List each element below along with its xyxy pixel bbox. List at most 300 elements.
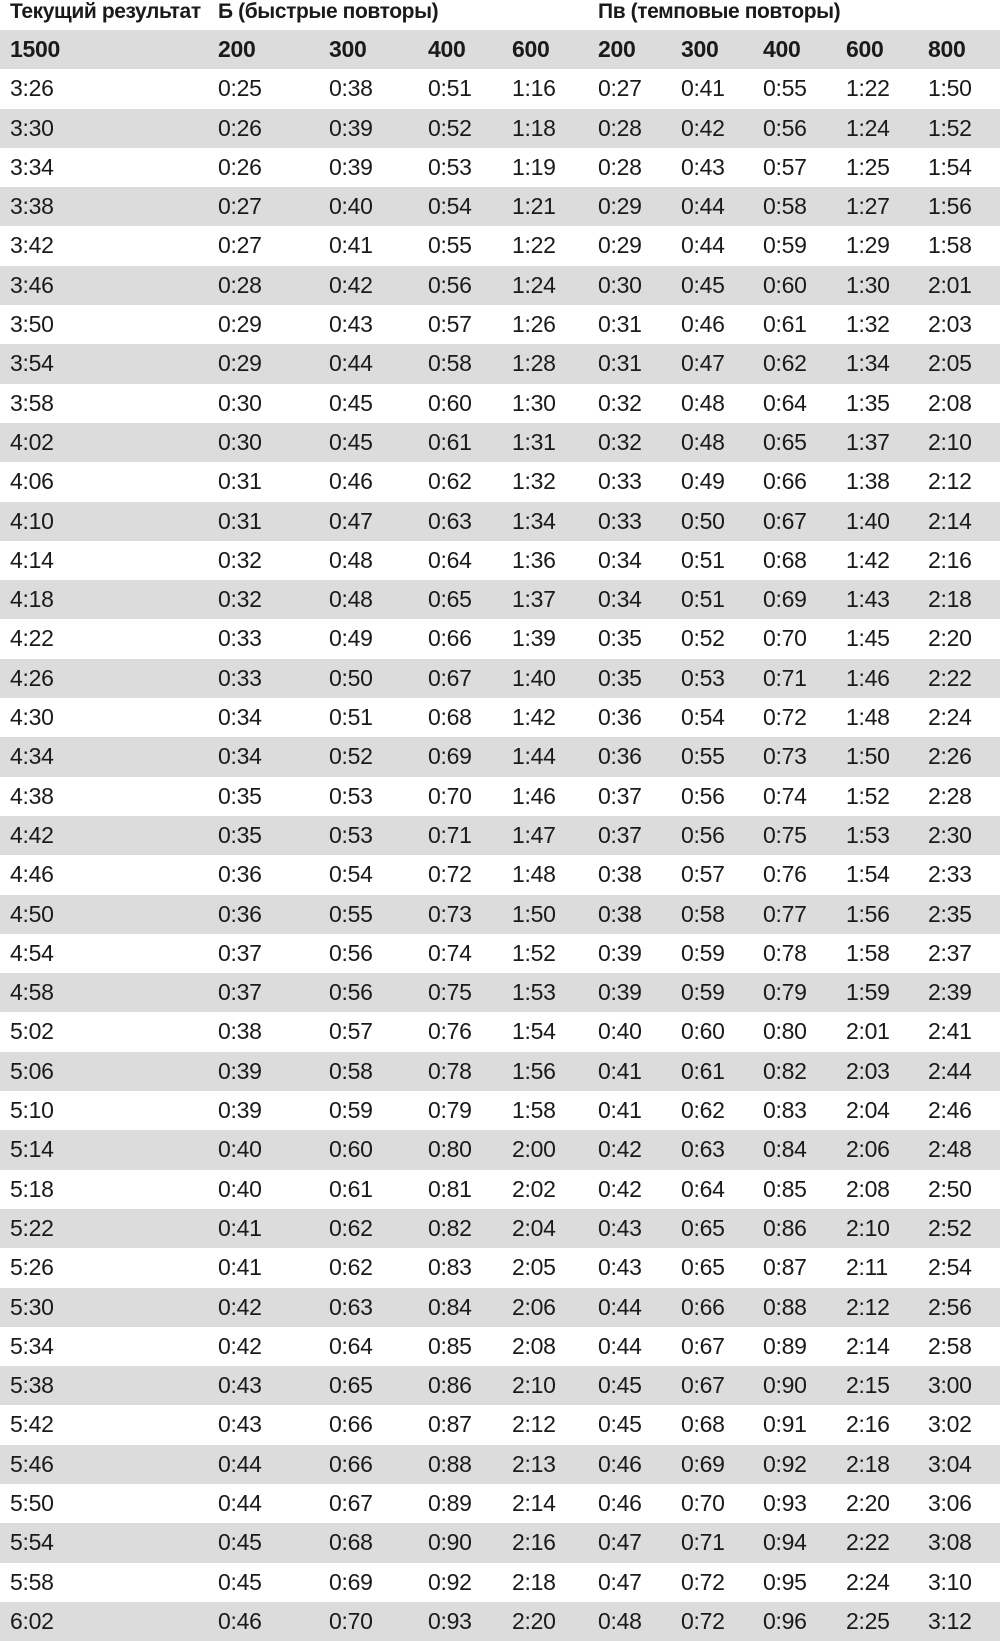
table-cell: 0:29 [598,193,642,220]
table-cell: 0:54 [329,861,373,888]
table-row [0,1366,1000,1405]
table-cell: 6:02 [10,1607,54,1634]
table-cell: 0:84 [428,1293,472,1320]
table-cell: 0:55 [763,75,807,102]
table-cell: 0:51 [428,75,472,102]
group-header-row [0,0,1000,30]
table-row [0,305,1000,344]
table-cell: 1:46 [512,782,556,809]
table-cell: 1:52 [846,782,890,809]
table-row [0,1445,1000,1484]
table-cell: 0:43 [598,1254,642,1281]
table-cell: 0:48 [681,389,725,416]
column-header: 1500 [10,36,60,62]
table-cell: 0:45 [329,389,373,416]
table-cell: 0:62 [329,1214,373,1241]
table-cell: 0:58 [763,193,807,220]
table-cell: 2:16 [928,546,972,573]
table-cell: 0:51 [681,546,725,573]
table-cell: 0:56 [329,939,373,966]
table-cell: 3:34 [10,153,54,180]
table-cell: 0:67 [329,1489,373,1516]
table-cell: 0:89 [763,1332,807,1359]
table-cell: 2:01 [846,1018,890,1045]
table-cell: 0:41 [329,232,373,259]
table-cell: 0:56 [681,782,725,809]
table-cell: 2:52 [928,1214,972,1241]
table-cell: 0:30 [218,389,262,416]
table-cell: 0:41 [681,75,725,102]
table-cell: 0:76 [428,1018,472,1045]
table-row [0,619,1000,658]
table-cell: 1:16 [512,75,556,102]
table-row [0,659,1000,698]
table-cell: 0:32 [598,428,642,455]
table-row [0,69,1000,108]
table-cell: 2:14 [846,1332,890,1359]
table-cell: 1:46 [846,664,890,691]
table-cell: 0:43 [329,311,373,338]
table-cell: 0:68 [329,1529,373,1556]
table-cell: 0:45 [681,271,725,298]
table-cell: 3:54 [10,350,54,377]
table-cell: 0:38 [598,900,642,927]
table-cell: 1:42 [846,546,890,573]
table-cell: 0:62 [329,1254,373,1281]
table-cell: 0:48 [329,546,373,573]
table-cell: 0:79 [763,979,807,1006]
table-cell: 0:69 [763,586,807,613]
table-cell: 0:60 [329,1136,373,1163]
table-cell: 5:42 [10,1411,54,1438]
table-cell: 0:29 [218,350,262,377]
table-cell: 0:48 [681,428,725,455]
table-cell: 0:38 [598,861,642,888]
table-cell: 3:10 [928,1568,972,1595]
table-cell: 3:00 [928,1372,972,1399]
table-cell: 0:58 [681,900,725,927]
table-cell: 0:33 [598,468,642,495]
table-cell: 2:12 [846,1293,890,1320]
table-cell: 0:44 [681,232,725,259]
table-cell: 4:10 [10,507,54,534]
table-cell: 0:81 [428,1175,472,1202]
table-cell: 0:68 [681,1411,725,1438]
table-cell: 0:28 [598,114,642,141]
table-cell: 1:58 [928,232,972,259]
table-cell: 2:04 [846,1097,890,1124]
table-cell: 0:67 [763,507,807,534]
table-cell: 0:33 [218,625,262,652]
table-cell: 2:24 [846,1568,890,1595]
table-cell: 4:22 [10,625,54,652]
table-cell: 5:22 [10,1214,54,1241]
table-cell: 0:31 [598,311,642,338]
table-cell: 4:14 [10,546,54,573]
table-cell: 0:59 [681,939,725,966]
table-cell: 1:28 [512,350,556,377]
table-cell: 0:34 [218,704,262,731]
table-cell: 0:83 [763,1097,807,1124]
table-cell: 1:34 [846,350,890,377]
table-cell: 2:44 [928,1057,972,1084]
table-cell: 0:65 [763,428,807,455]
table-cell: 0:56 [763,114,807,141]
table-cell: 0:70 [428,782,472,809]
table-cell: 0:53 [329,782,373,809]
table-cell: 2:41 [928,1018,972,1045]
table-cell: 0:62 [428,468,472,495]
table-cell: 0:40 [598,1018,642,1045]
table-row [0,1288,1000,1327]
table-cell: 1:29 [846,232,890,259]
table-cell: 0:49 [681,468,725,495]
table-cell: 0:39 [329,153,373,180]
table-cell: 0:87 [428,1411,472,1438]
table-cell: 2:39 [928,979,972,1006]
table-cell: 0:72 [428,861,472,888]
table-cell: 5:26 [10,1254,54,1281]
table-cell: 0:37 [218,939,262,966]
table-cell: 5:06 [10,1057,54,1084]
table-cell: 4:02 [10,428,54,455]
table-cell: 0:39 [598,939,642,966]
table-cell: 0:92 [428,1568,472,1595]
table-cell: 0:44 [598,1332,642,1359]
table-row [0,502,1000,541]
table-cell: 0:71 [428,821,472,848]
table-cell: 0:54 [428,193,472,220]
table-cell: 0:63 [428,507,472,534]
table-cell: 0:70 [329,1607,373,1634]
table-cell: 0:26 [218,153,262,180]
table-cell: 2:12 [512,1411,556,1438]
table-cell: 0:89 [428,1489,472,1516]
table-cell: 0:54 [681,704,725,731]
table-cell: 0:69 [329,1568,373,1595]
table-cell: 1:48 [846,704,890,731]
table-cell: 0:90 [428,1529,472,1556]
table-cell: 0:55 [428,232,472,259]
table-cell: 0:43 [218,1411,262,1438]
table-cell: 4:46 [10,861,54,888]
table-cell: 0:65 [681,1254,725,1281]
table-cell: 4:42 [10,821,54,848]
table-cell: 0:44 [598,1293,642,1320]
group-current-result: Текущий результат [10,0,201,23]
table-cell: 0:45 [329,428,373,455]
table-cell: 2:18 [928,586,972,613]
table-cell: 0:52 [428,114,472,141]
table-cell: 4:06 [10,468,54,495]
table-cell: 0:28 [218,271,262,298]
table-cell: 2:20 [846,1489,890,1516]
table-cell: 0:74 [763,782,807,809]
table-cell: 0:32 [218,586,262,613]
table-cell: 0:83 [428,1254,472,1281]
table-cell: 0:44 [681,193,725,220]
table-cell: 0:88 [763,1293,807,1320]
table-cell: 0:47 [598,1529,642,1556]
table-cell: 2:13 [512,1450,556,1477]
table-cell: 1:30 [846,271,890,298]
table-cell: 0:70 [681,1489,725,1516]
table-cell: 2:30 [928,821,972,848]
table-cell: 0:60 [681,1018,725,1045]
table-cell: 1:19 [512,153,556,180]
table-cell: 2:03 [928,311,972,338]
table-cell: 2:05 [512,1254,556,1281]
table-cell: 4:58 [10,979,54,1006]
table-cell: 0:68 [428,704,472,731]
table-cell: 0:45 [218,1529,262,1556]
table-cell: 4:18 [10,586,54,613]
table-cell: 0:65 [428,586,472,613]
column-header: 300 [681,36,719,62]
table-cell: 2:25 [846,1607,890,1634]
table-cell: 0:39 [598,979,642,1006]
table-row [0,934,1000,973]
table-cell: 2:08 [846,1175,890,1202]
table-cell: 2:46 [928,1097,972,1124]
table-cell: 0:94 [763,1529,807,1556]
table-cell: 0:87 [763,1254,807,1281]
table-cell: 0:42 [218,1332,262,1359]
table-cell: 4:38 [10,782,54,809]
table-cell: 0:36 [598,704,642,731]
table-row [0,1091,1000,1130]
table-cell: 0:27 [218,193,262,220]
table-cell: 0:61 [763,311,807,338]
table-cell: 0:45 [218,1568,262,1595]
table-cell: 0:47 [329,507,373,534]
table-cell: 1:54 [512,1018,556,1045]
table-cell: 0:85 [763,1175,807,1202]
table-cell: 0:52 [329,743,373,770]
table-cell: 2:00 [512,1136,556,1163]
table-cell: 1:24 [846,114,890,141]
table-cell: 0:34 [218,743,262,770]
table-cell: 0:50 [681,507,725,534]
table-cell: 1:48 [512,861,556,888]
table-cell: 0:67 [681,1332,725,1359]
table-cell: 1:50 [928,75,972,102]
table-row [0,777,1000,816]
table-cell: 0:46 [598,1450,642,1477]
table-cell: 1:50 [512,900,556,927]
table-row [0,187,1000,226]
table-cell: 3:06 [928,1489,972,1516]
table-cell: 1:24 [512,271,556,298]
table-cell: 2:14 [512,1489,556,1516]
table-cell: 2:18 [846,1450,890,1477]
table-body [0,30,1000,1641]
table-cell: 0:42 [598,1136,642,1163]
table-row [0,1484,1000,1523]
table-cell: 0:59 [681,979,725,1006]
table-cell: 1:35 [846,389,890,416]
table-cell: 0:31 [218,468,262,495]
table-cell: 0:34 [598,586,642,613]
table-cell: 0:72 [681,1568,725,1595]
table-cell: 1:44 [512,743,556,770]
table-cell: 0:39 [329,114,373,141]
table-cell: 0:61 [681,1057,725,1084]
table-cell: 0:70 [763,625,807,652]
table-row [0,541,1000,580]
table-cell: 0:45 [598,1372,642,1399]
table-cell: 1:31 [512,428,556,455]
table-cell: 3:42 [10,232,54,259]
table-cell: 4:50 [10,900,54,927]
table-cell: 0:57 [329,1018,373,1045]
table-cell: 0:53 [681,664,725,691]
table-cell: 2:10 [928,428,972,455]
table-cell: 0:35 [218,821,262,848]
table-cell: 0:85 [428,1332,472,1359]
table-cell: 0:41 [218,1254,262,1281]
table-cell: 1:56 [512,1057,556,1084]
table-cell: 0:60 [763,271,807,298]
table-row [0,895,1000,934]
table-row [0,1523,1000,1562]
table-cell: 2:28 [928,782,972,809]
table-cell: 0:34 [598,546,642,573]
table-cell: 0:51 [681,586,725,613]
table-cell: 1:52 [928,114,972,141]
table-cell: 2:18 [512,1568,556,1595]
table-cell: 0:65 [329,1372,373,1399]
table-cell: 0:62 [681,1097,725,1124]
table-cell: 5:46 [10,1450,54,1477]
table-cell: 0:31 [218,507,262,534]
table-cell: 0:75 [763,821,807,848]
table-cell: 3:02 [928,1411,972,1438]
table-cell: 0:53 [329,821,373,848]
table-cell: 0:46 [329,468,373,495]
table-row [0,1563,1000,1602]
table-cell: 0:44 [218,1489,262,1516]
table-cell: 0:95 [763,1568,807,1595]
table-cell: 0:64 [763,389,807,416]
table-cell: 2:05 [928,350,972,377]
table-cell: 1:52 [512,939,556,966]
table-row [0,855,1000,894]
table-cell: 2:54 [928,1254,972,1281]
table-cell: 1:47 [512,821,556,848]
table-cell: 1:40 [846,507,890,534]
table-row [0,344,1000,383]
table-cell: 0:29 [598,232,642,259]
table-cell: 0:82 [763,1057,807,1084]
table-cell: 3:26 [10,75,54,102]
table-cell: 0:59 [763,232,807,259]
table-cell: 0:46 [598,1489,642,1516]
table-cell: 1:53 [846,821,890,848]
table-cell: 1:25 [846,153,890,180]
table-row [0,226,1000,265]
table-cell: 0:64 [681,1175,725,1202]
table-cell: 3:04 [928,1450,972,1477]
table-row [0,1327,1000,1366]
table-cell: 0:59 [329,1097,373,1124]
table-cell: 1:37 [846,428,890,455]
table-row [0,1405,1000,1444]
column-header: 400 [428,36,466,62]
table-cell: 0:51 [329,704,373,731]
table-cell: 1:58 [512,1097,556,1124]
table-cell: 0:28 [598,153,642,180]
table-row [0,1248,1000,1287]
table-cell: 0:79 [428,1097,472,1124]
column-header: 800 [928,36,966,62]
table-cell: 5:02 [10,1018,54,1045]
table-cell: 3:58 [10,389,54,416]
table-cell: 1:39 [512,625,556,652]
table-cell: 0:78 [763,939,807,966]
table-cell: 0:86 [763,1214,807,1241]
table-cell: 0:58 [329,1057,373,1084]
table-cell: 0:48 [598,1607,642,1634]
table-cell: 2:06 [512,1293,556,1320]
table-cell: 1:50 [846,743,890,770]
table-cell: 2:03 [846,1057,890,1084]
table-cell: 0:38 [329,75,373,102]
table-cell: 4:34 [10,743,54,770]
table-cell: 2:14 [928,507,972,534]
table-cell: 0:37 [598,782,642,809]
table-cell: 0:36 [218,900,262,927]
table-cell: 3:12 [928,1607,972,1634]
table-cell: 0:43 [218,1372,262,1399]
table-cell: 2:01 [928,271,972,298]
table-cell: 2:04 [512,1214,556,1241]
table-cell: 0:75 [428,979,472,1006]
table-cell: 1:43 [846,586,890,613]
table-cell: 0:32 [218,546,262,573]
table-cell: 0:42 [329,271,373,298]
table-cell: 0:93 [428,1607,472,1634]
table-cell: 0:64 [329,1332,373,1359]
table-cell: 0:44 [329,350,373,377]
table-cell: 0:49 [329,625,373,652]
table-cell: 0:71 [763,664,807,691]
table-cell: 1:18 [512,114,556,141]
table-cell: 1:32 [512,468,556,495]
table-cell: 0:56 [681,821,725,848]
table-cell: 5:34 [10,1332,54,1359]
table-cell: 1:40 [512,664,556,691]
table-row [0,1012,1000,1051]
table-cell: 1:37 [512,586,556,613]
table-cell: 1:34 [512,507,556,534]
table-cell: 0:50 [329,664,373,691]
table-cell: 1:42 [512,704,556,731]
table-row [0,148,1000,187]
table-cell: 0:84 [763,1136,807,1163]
table-cell: 1:59 [846,979,890,1006]
table-cell: 2:11 [846,1254,888,1281]
table-cell: 0:36 [598,743,642,770]
table-cell: 0:37 [218,979,262,1006]
table-cell: 0:27 [218,232,262,259]
table-row [0,698,1000,737]
column-header: 300 [329,36,367,62]
table-cell: 0:82 [428,1214,472,1241]
table-cell: 0:71 [681,1529,725,1556]
table-cell: 0:67 [428,664,472,691]
table-cell: 0:35 [218,782,262,809]
